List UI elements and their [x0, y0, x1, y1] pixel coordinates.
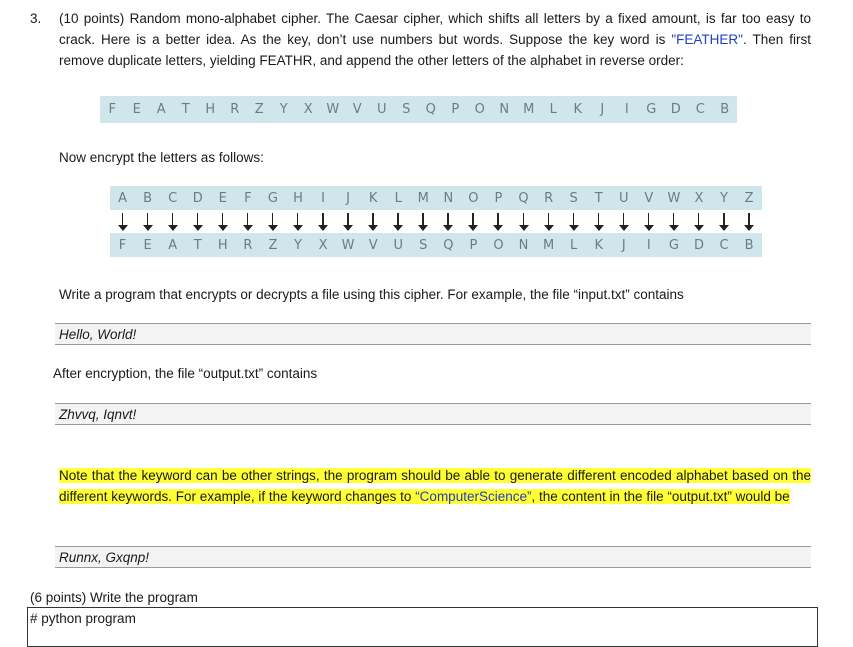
plain-letter: U: [619, 190, 629, 206]
down-arrow-icon: [739, 211, 759, 233]
down-arrow-icon: [388, 211, 408, 233]
plain-alphabet-strip: [110, 186, 762, 210]
plain-letter: R: [544, 190, 554, 206]
cipher-letter: A: [156, 102, 166, 117]
down-arrow-icon: [689, 211, 709, 233]
down-arrow-icon: [614, 211, 634, 233]
question-number: 3.: [30, 11, 42, 26]
down-arrow-icon: [564, 211, 584, 233]
down-arrow-icon: [213, 211, 233, 233]
mapped-letter: O: [493, 237, 504, 253]
cipher-letter: L: [549, 102, 557, 117]
mapped-letter: Z: [268, 237, 278, 253]
plain-letter: G: [267, 190, 278, 206]
mapped-letter: C: [719, 237, 729, 253]
cipher-letter: E: [132, 102, 141, 117]
down-arrow-icon: [238, 211, 258, 233]
output-example-box: Zhvvq, Iqnvt!: [55, 403, 811, 425]
cipher-letter: R: [230, 102, 240, 117]
cipher-letter: S: [402, 102, 411, 117]
mapped-letter: I: [646, 237, 651, 253]
plain-letter: C: [168, 190, 178, 206]
keyword-note: [59, 465, 811, 507]
mapped-letter: Q: [443, 237, 454, 253]
keyword-feather: "FEATHER": [671, 32, 743, 47]
note-text-1: Note that the keyword can be other strings, the program should be able to generate different encoded alphabet based on the different keywords. For example, if the keyword changes to: [59, 468, 811, 504]
mapped-letter: P: [469, 237, 478, 253]
down-arrow-icon: [138, 211, 158, 233]
note-text-2: , the content in the file “output.txt” would be: [531, 489, 790, 504]
mapped-letter: F: [118, 237, 127, 253]
cipher-letter: Q: [425, 102, 436, 117]
plain-letter: B: [143, 190, 153, 206]
plain-letter: N: [443, 190, 454, 206]
mapped-letter: Y: [293, 237, 302, 253]
plain-letter: T: [594, 190, 603, 206]
cipher-letter: T: [181, 102, 190, 117]
mapped-letter: M: [542, 237, 555, 253]
points-label: (6 points) Write the program: [30, 590, 198, 605]
plain-letter: P: [494, 190, 503, 206]
output-example-2-box: Runnx, Gxqnp!: [55, 546, 811, 568]
cipher-letter: N: [499, 102, 510, 117]
mapped-letter: D: [693, 237, 704, 253]
cipher-letter: C: [695, 102, 705, 117]
cipher-letter: H: [205, 102, 216, 117]
cipher-letter: W: [326, 102, 340, 117]
plain-letter: M: [417, 190, 429, 206]
after-encryption-label: After encryption, the file “output.txt” contains: [53, 366, 318, 381]
note-keyword: “ComputerScience”: [415, 489, 532, 504]
down-arrow-icon: [363, 211, 383, 233]
mapping-arrows: [110, 211, 762, 233]
mapped-cipher-strip: [110, 233, 762, 257]
plain-letter: K: [368, 190, 378, 206]
plain-letter: W: [667, 190, 681, 206]
mapped-letter: B: [744, 237, 754, 253]
plain-letter: I: [321, 190, 325, 206]
code-placeholder: # python program: [30, 611, 136, 626]
mapped-letter: W: [341, 237, 355, 253]
mapped-letter: G: [668, 237, 679, 253]
intro-text: (10 points) Random mono-alphabet cipher. The Caesar cipher, which shifts all letters by a fixed amount, is far too easy to crack. Here is a better idea. As the key, don’t use numbers but words. Suppose the key word is: [59, 11, 811, 47]
plain-letter: L: [394, 190, 402, 206]
input-example-box: Hello, World!: [55, 323, 811, 345]
cipher-letter: B: [720, 102, 730, 117]
down-arrow-icon: [113, 211, 133, 233]
down-arrow-icon: [188, 211, 208, 233]
plain-letter: E: [218, 190, 227, 206]
mapped-letter: V: [368, 237, 378, 253]
plain-letter: Z: [744, 190, 754, 206]
cipher-letter: I: [624, 102, 629, 117]
plain-letter: V: [644, 190, 654, 206]
down-arrow-icon: [589, 211, 609, 233]
intro-text-2: . Then first remove duplicate letters, yielding FEATHR, and append the other letters of the alphabet in reverse order:: [59, 32, 811, 68]
down-arrow-icon: [714, 211, 734, 233]
cipher-alphabet-strip: [100, 96, 737, 123]
plain-letter: Q: [518, 190, 529, 206]
mapped-letter: L: [570, 237, 578, 253]
cipher-letter: J: [600, 102, 605, 117]
plain-letter: F: [244, 190, 252, 206]
cipher-letter: U: [376, 102, 387, 117]
cipher-letter: F: [108, 102, 116, 117]
mapped-letter: H: [217, 237, 228, 253]
down-arrow-icon: [463, 211, 483, 233]
cipher-letter: D: [670, 102, 681, 117]
program-prompt: Write a program that encrypts or decrypts a file using this cipher. For example, the file “input.txt” contains: [59, 287, 684, 302]
down-arrow-icon: [338, 211, 358, 233]
plain-letter: J: [346, 190, 351, 206]
plain-letter: H: [293, 190, 303, 206]
plain-letter: Y: [720, 190, 728, 206]
cipher-letter: G: [646, 102, 657, 117]
cipher-letter: K: [573, 102, 583, 117]
down-arrow-icon: [313, 211, 333, 233]
plain-letter: A: [118, 190, 127, 206]
cipher-letter: Z: [254, 102, 264, 117]
down-arrow-icon: [438, 211, 458, 233]
down-arrow-icon: [488, 211, 508, 233]
plain-letter: D: [192, 190, 203, 206]
down-arrow-icon: [288, 211, 308, 233]
down-arrow-icon: [514, 211, 534, 233]
cipher-letter: O: [474, 102, 485, 117]
mapped-letter: X: [318, 237, 328, 253]
mapped-letter: J: [621, 237, 626, 253]
mapped-letter: R: [243, 237, 253, 253]
plain-letter: X: [694, 190, 704, 206]
down-arrow-icon: [639, 211, 659, 233]
code-answer-box[interactable]: [27, 607, 818, 647]
plain-letter: S: [569, 190, 578, 206]
down-arrow-icon: [163, 211, 183, 233]
cipher-letter: X: [303, 102, 313, 117]
cipher-letter: M: [523, 102, 535, 117]
plain-letter: O: [468, 190, 479, 206]
mapped-letter: T: [193, 237, 202, 253]
mapped-letter: K: [594, 237, 603, 253]
mapped-letter: E: [143, 237, 152, 253]
cipher-letter: Y: [279, 102, 288, 117]
down-arrow-icon: [413, 211, 433, 233]
down-arrow-icon: [263, 211, 283, 233]
mapped-letter: U: [393, 237, 403, 253]
down-arrow-icon: [539, 211, 559, 233]
mapped-letter: N: [518, 237, 529, 253]
cipher-letter: V: [352, 102, 362, 117]
mapped-letter: S: [419, 237, 428, 253]
encrypt-label: Now encrypt the letters as follows:: [59, 150, 264, 165]
cipher-letter: P: [451, 102, 460, 117]
down-arrow-icon: [664, 211, 684, 233]
mapped-letter: A: [168, 237, 178, 253]
question-intro: [59, 8, 811, 71]
